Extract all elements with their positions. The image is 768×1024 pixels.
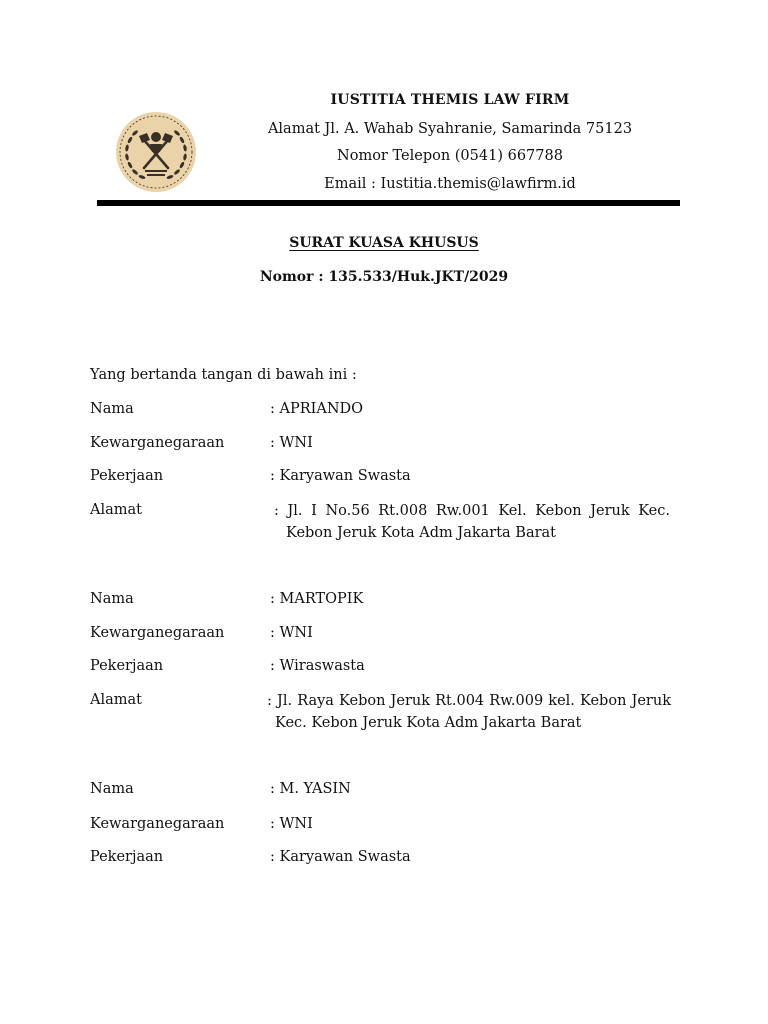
party-3-pekerjaan-value: : Karyawan Swasta: [270, 849, 411, 865]
letterhead-divider: [97, 200, 680, 206]
party-1-kewarganegaraan-value: : WNI: [270, 435, 313, 451]
party-2-alamat-line-1: : Jl. Raya Kebon Jeruk Rt.004 Rw.009 kel. Kebon Jeruk: [267, 693, 671, 709]
party-1-alamat-line-1: : Jl. I No.56 Rt.008 Rw.001 Kel. Kebon Jeruk Kec.: [274, 503, 670, 519]
party-2-nama-label: Nama: [90, 591, 134, 607]
party-1-kewarganegaraan-label: Kewarganegaraan: [90, 435, 225, 451]
party-2-alamat-line-2: Kec. Kebon Jeruk Kota Adm Jakarta Barat: [275, 715, 582, 731]
party-2-alamat-value: [267, 690, 671, 734]
party-2-pekerjaan-value: : Wiraswasta: [270, 658, 365, 674]
party-2-nama-value: : MARTOPIK: [270, 591, 364, 607]
party-2-kewarganegaraan-value: : WNI: [270, 625, 313, 641]
party-3-pekerjaan-label: Pekerjaan: [90, 849, 164, 865]
party-1-nama-value: : APRIANDO: [270, 401, 364, 417]
party-3-nama-label: Nama: [90, 781, 134, 797]
party-1-nama-label: Nama: [90, 401, 134, 417]
document-title-wrap: [0, 235, 768, 251]
firm-name: IUSTITIA THEMIS LAW FIRM: [330, 92, 570, 108]
party-2-kewarganegaraan-label: Kewarganegaraan: [90, 625, 225, 641]
document-number: Nomor : 135.533/Huk.JKT/2029: [259, 269, 509, 285]
firm-address: Alamat Jl. A. Wahab Syahranie, Samarinda 75123: [267, 121, 633, 137]
party-1-alamat-value: [274, 500, 670, 544]
party-1-alamat-label: Alamat: [90, 502, 142, 518]
party-2-pekerjaan-label: Pekerjaan: [90, 658, 164, 674]
party-2-alamat-label: Alamat: [90, 692, 142, 708]
party-3-kewarganegaraan-value: : WNI: [270, 816, 313, 832]
law-firm-seal-icon: [114, 110, 198, 194]
party-3-nama-value: : M. YASIN: [270, 781, 351, 797]
intro-text: Yang bertanda tangan di bawah ini :: [90, 367, 357, 383]
party-1-pekerjaan-value: : Karyawan Swasta: [270, 468, 411, 484]
firm-email: Email : Iustitia.themis@lawfirm.id: [324, 176, 576, 192]
party-3-kewarganegaraan-label: Kewarganegaraan: [90, 816, 225, 832]
party-1-alamat-line-2: Kebon Jeruk Kota Adm Jakarta Barat: [286, 525, 557, 541]
firm-phone: Nomor Telepon (0541) 667788: [337, 148, 563, 164]
document-title: SURAT KUASA KHUSUS: [289, 235, 479, 251]
party-1-pekerjaan-label: Pekerjaan: [90, 468, 164, 484]
